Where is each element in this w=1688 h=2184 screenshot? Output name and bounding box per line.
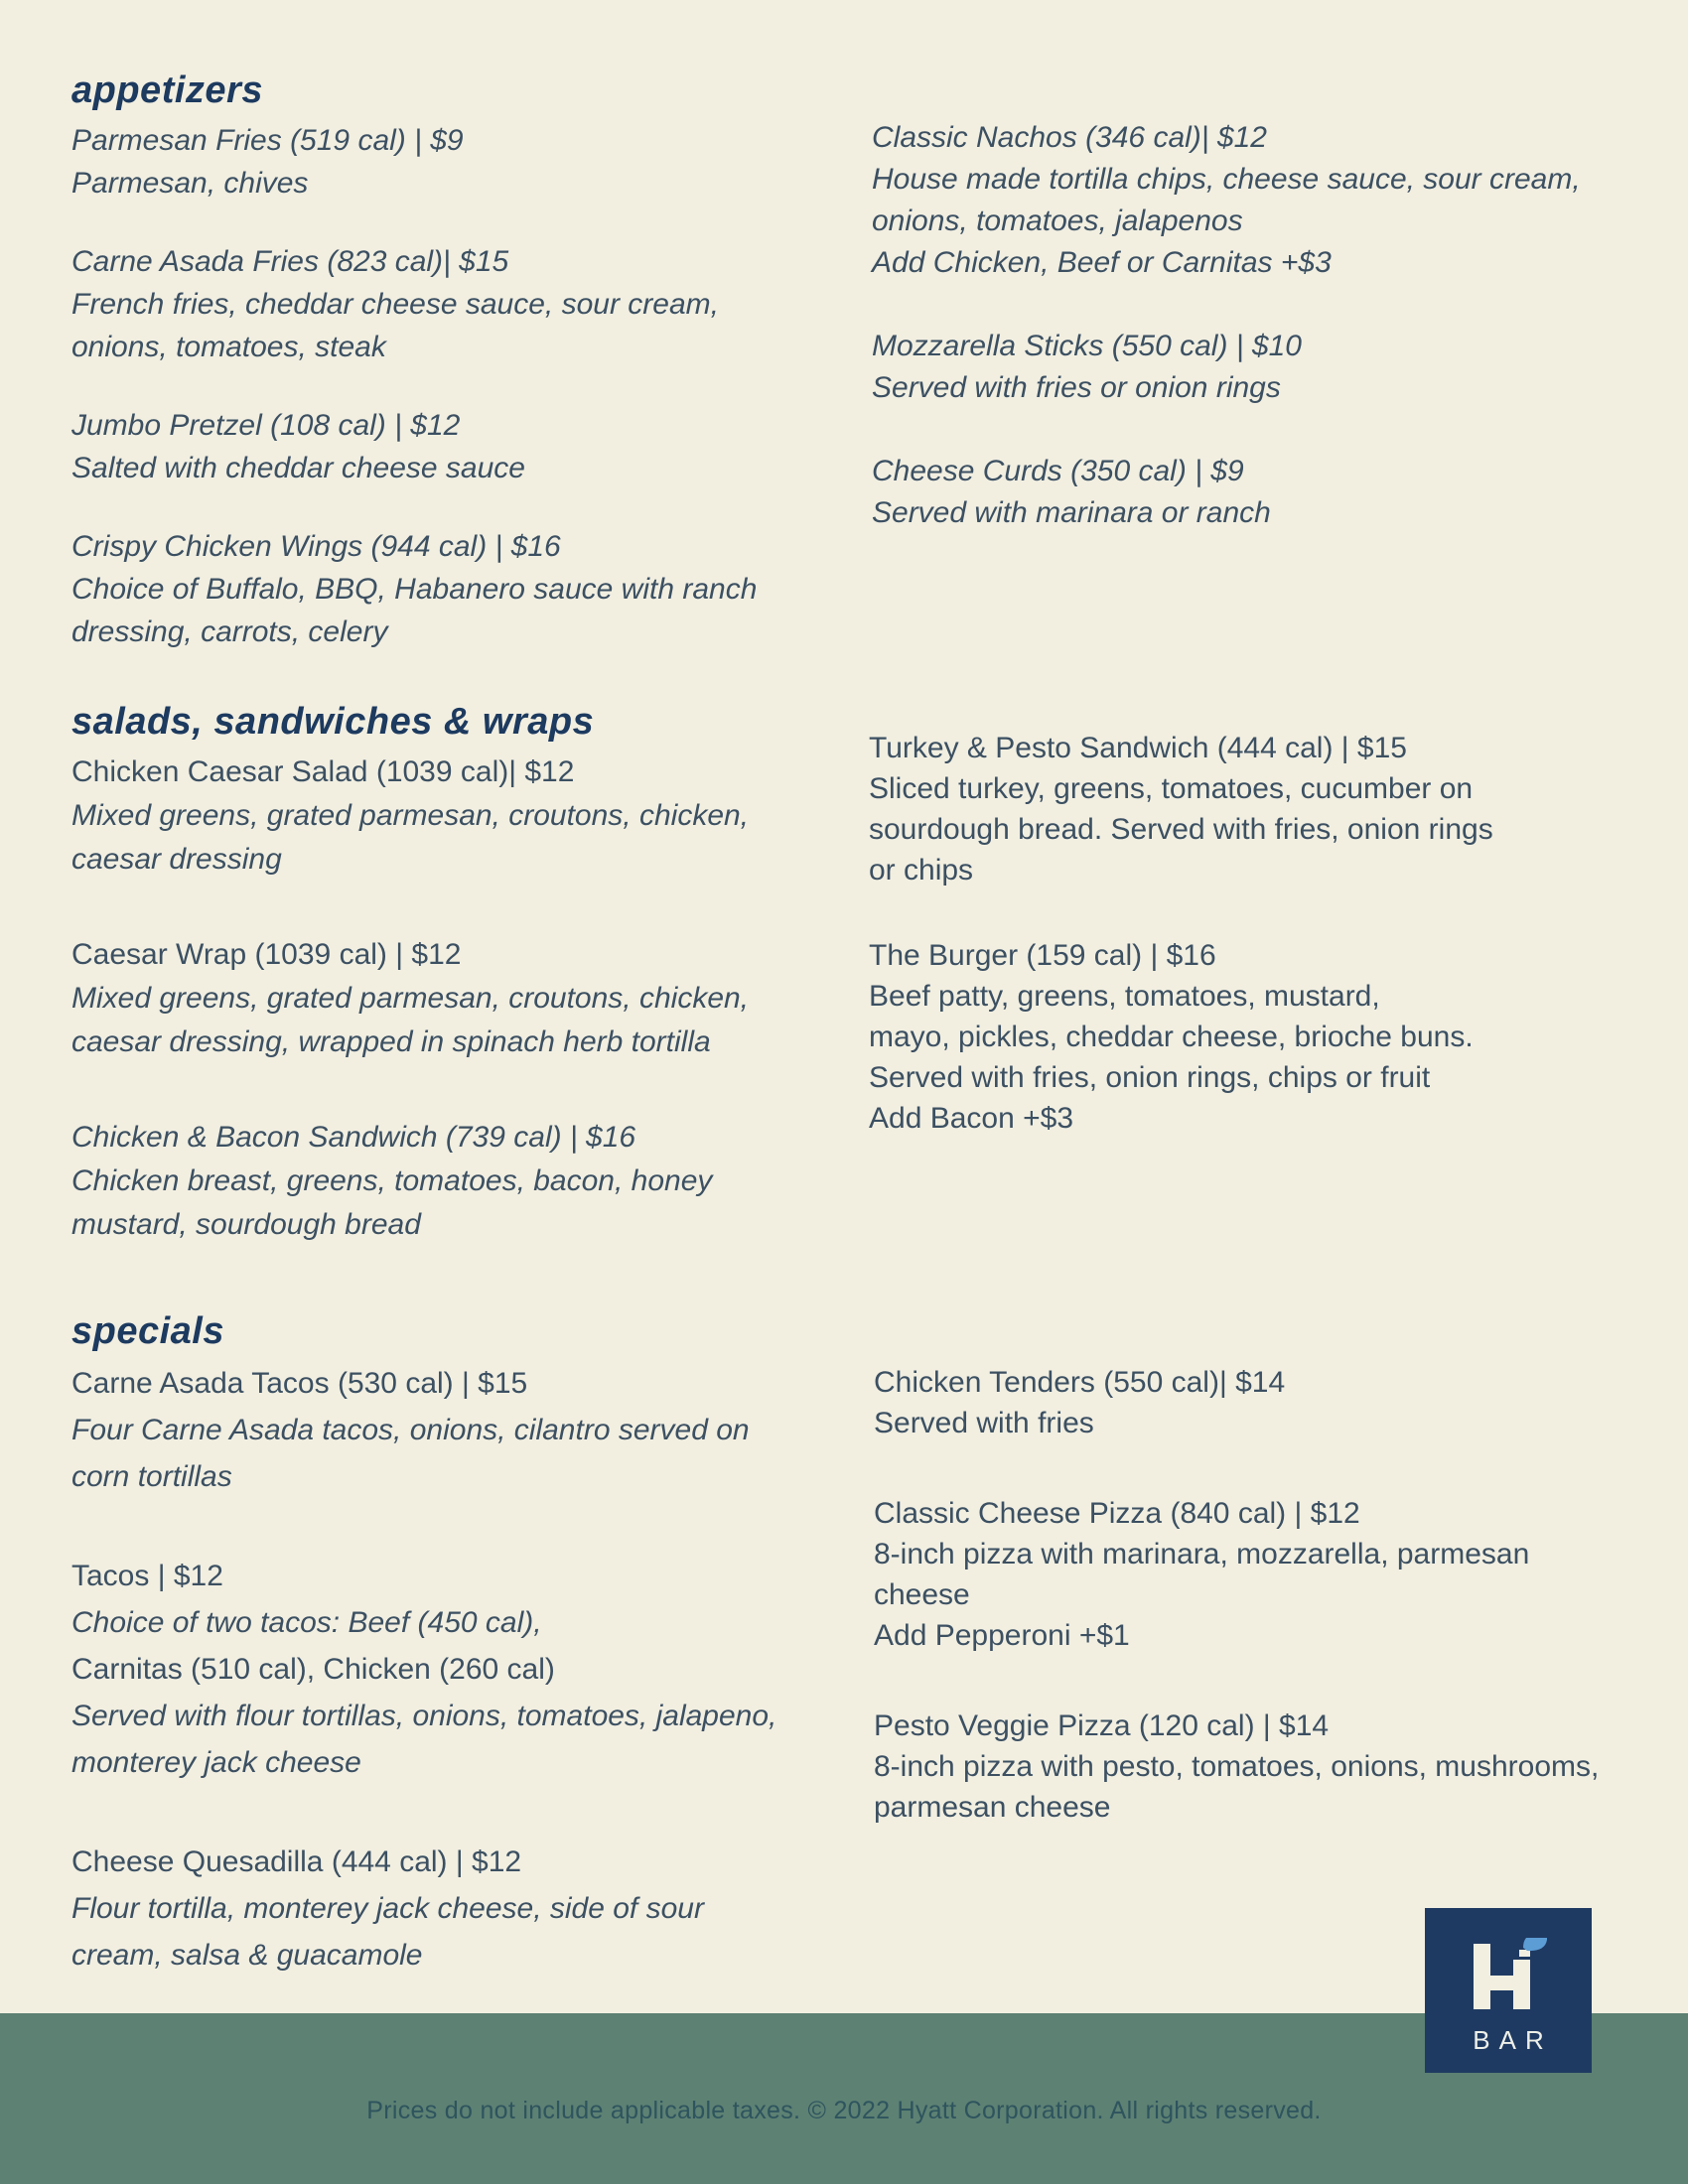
section-heading-2: specials	[71, 1310, 224, 1352]
item-description-line: onions, tomatoes, steak	[71, 331, 386, 363]
menu-column-specials-left	[71, 1360, 866, 2031]
menu-item	[869, 935, 1663, 1139]
item-description-line: Add Bacon +$3	[869, 1102, 1074, 1135]
item-description-line: cheese	[874, 1578, 970, 1611]
item-name: Jumbo Pretzel (108 cal) | $12	[71, 409, 461, 442]
footer-legal-text: Prices do not include applicable taxes. © 2022 Hyatt Corporation. All rights reserved.	[366, 2097, 1322, 2124]
item-description-line: Chicken breast, greens, tomatoes, bacon, honey	[71, 1164, 713, 1197]
item-description-line: Sliced turkey, greens, tomatoes, cucumber on	[869, 772, 1474, 805]
item-description-line: onions, tomatoes, jalapenos	[872, 205, 1243, 237]
item-description-line: Served with fries	[874, 1407, 1094, 1439]
item-description-line: Choice of two tacos: Beef (450 cal),	[71, 1606, 542, 1639]
item-description-line: corn tortillas	[71, 1460, 232, 1493]
item-description-line: caesar dressing, wrapped in spinach herb tortilla	[71, 1025, 711, 1058]
menu-item	[872, 326, 1666, 409]
menu-item	[872, 451, 1666, 534]
menu-item	[874, 1706, 1668, 1828]
item-name: Mozzarella Sticks (550 cal) | $10	[872, 330, 1302, 362]
item-name: Cheese Curds (350 cal) | $9	[872, 455, 1244, 487]
item-description-line: mustard, sourdough bread	[71, 1208, 421, 1241]
h-monogram-icon	[1468, 1938, 1549, 2011]
item-description-line: parmesan cheese	[874, 1791, 1111, 1824]
menu-item	[71, 1839, 866, 1979]
item-description-line: French fries, cheddar cheese sauce, sour cream,	[71, 288, 719, 321]
menu-item	[71, 119, 866, 205]
item-description-line: Add Chicken, Beef or Carnitas +$3	[872, 246, 1332, 279]
section-heading-0: appetizers	[71, 69, 263, 111]
menu-item	[71, 1116, 866, 1247]
item-description-line: Beef patty, greens, tomatoes, mustard,	[869, 980, 1380, 1013]
section-heading-1: salads, sandwiches & wraps	[71, 701, 595, 743]
item-name: Caesar Wrap (1039 cal) | $12	[71, 938, 462, 971]
menu-column-salads-right	[869, 728, 1663, 1183]
item-description-line: dressing, carrots, celery	[71, 615, 388, 648]
item-name: Parmesan Fries (519 cal) | $9	[71, 124, 464, 157]
menu-item	[874, 1493, 1668, 1656]
item-name: Classic Nachos (346 cal)| $12	[872, 121, 1267, 154]
item-name: Chicken Tenders (550 cal)| $14	[874, 1366, 1286, 1399]
menu-item	[71, 1553, 866, 1786]
item-description-line: Salted with cheddar cheese sauce	[71, 452, 525, 484]
item-description-line: monterey jack cheese	[71, 1746, 361, 1779]
item-name: Pesto Veggie Pizza (120 cal) | $14	[874, 1709, 1330, 1742]
menu-column-appetizers-left	[71, 119, 866, 689]
logo-bar-label: BAR	[1473, 2025, 1553, 2055]
item-description-line: Flour tortilla, monterey jack cheese, side of sour	[71, 1892, 704, 1925]
menu-column-specials-right	[874, 1362, 1668, 1877]
item-description-line: Parmesan, chives	[71, 167, 309, 200]
menu-item	[71, 525, 866, 653]
item-description-line: or chips	[869, 854, 974, 887]
item-description-line: Served with fries or onion rings	[872, 371, 1281, 404]
item-description-line: sourdough bread. Served with fries, onion rings	[869, 813, 1493, 846]
item-name: Cheese Quesadilla (444 cal) | $12	[71, 1845, 522, 1878]
hbar-logo	[1425, 1908, 1592, 2073]
menu-item	[71, 933, 866, 1064]
item-name: Crispy Chicken Wings (944 cal) | $16	[71, 530, 561, 563]
item-description-line: caesar dressing	[71, 843, 282, 876]
item-description-line: Add Pepperoni +$1	[874, 1619, 1130, 1652]
item-description-line: Served with fries, onion rings, chips or fruit	[869, 1061, 1431, 1094]
logo-accent	[1523, 1938, 1547, 1951]
menu-column-salads-left	[71, 751, 866, 1298]
item-name: Carne Asada Tacos (530 cal) | $15	[71, 1367, 528, 1400]
item-description-line: Carnitas (510 cal), Chicken (260 cal)	[71, 1653, 555, 1686]
menu-item	[71, 751, 866, 882]
item-name: The Burger (159 cal) | $16	[869, 939, 1216, 972]
item-description-line: Mixed greens, grated parmesan, croutons, chicken,	[71, 982, 750, 1015]
item-description-line: Four Carne Asada tacos, onions, cilantro served on	[71, 1414, 750, 1446]
item-name: Chicken Caesar Salad (1039 cal)| $12	[71, 755, 575, 788]
menu-item	[874, 1362, 1668, 1443]
item-name: Tacos | $12	[71, 1560, 223, 1592]
menu-column-appetizers-right	[872, 117, 1666, 576]
item-name: Turkey & Pesto Sandwich (444 cal) | $15	[869, 732, 1407, 764]
menu-item	[71, 240, 866, 368]
menu-item	[872, 117, 1666, 284]
item-name: Chicken & Bacon Sandwich (739 cal) | $16	[71, 1121, 636, 1154]
menu-item	[71, 1360, 866, 1500]
item-name: Classic Cheese Pizza (840 cal) | $12	[874, 1497, 1360, 1530]
menu-item	[71, 404, 866, 489]
item-description-line: cream, salsa & guacamole	[71, 1939, 423, 1972]
item-description-line: Mixed greens, grated parmesan, croutons, chicken,	[71, 799, 750, 832]
menu-item	[869, 728, 1663, 890]
item-description-line: Choice of Buffalo, BBQ, Habanero sauce with ranch	[71, 573, 758, 606]
item-description-line: 8-inch pizza with marinara, mozzarella, parmesan	[874, 1538, 1530, 1570]
item-description-line: Served with marinara or ranch	[872, 496, 1271, 529]
item-description-line: 8-inch pizza with pesto, tomatoes, onions, mushrooms,	[874, 1750, 1600, 1783]
item-description-line: Served with flour tortillas, onions, tomatoes, jalapeno,	[71, 1700, 777, 1732]
item-description-line: House made tortilla chips, cheese sauce, sour cream,	[872, 163, 1581, 196]
item-name: Carne Asada Fries (823 cal)| $15	[71, 245, 509, 278]
item-description-line: mayo, pickles, cheddar cheese, brioche buns.	[869, 1021, 1474, 1053]
